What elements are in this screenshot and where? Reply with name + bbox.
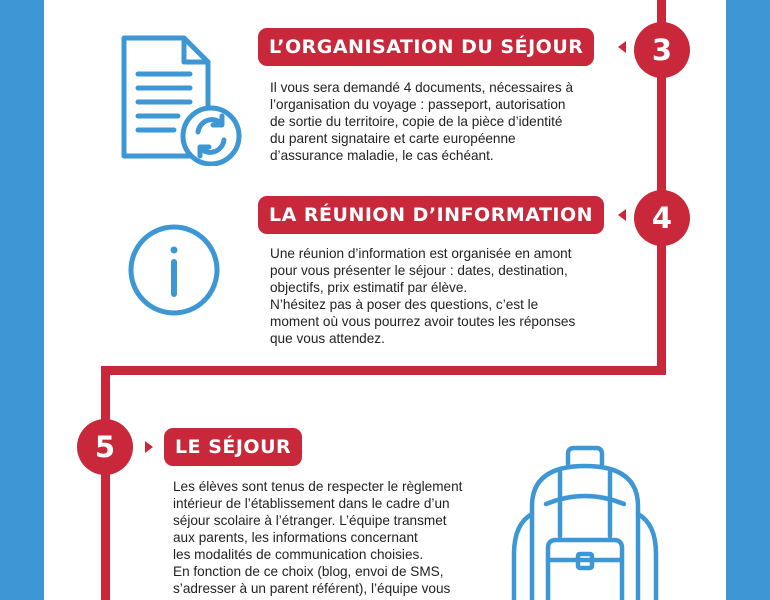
infographic-panel xyxy=(44,0,726,600)
step-5-title: LE SÉJOUR xyxy=(164,428,302,466)
step-3-badge: 3 xyxy=(634,22,690,78)
timeline-line xyxy=(101,366,666,375)
timeline-line xyxy=(101,366,110,600)
step-3-text: Il vous sera demandé 4 documents, nécessaires à l’organisation du voyage : passeport, autorisation de sortie du territoire, copie de la pièce d’identité du parent signataire et carte européenne d’assurance maladie, le cas échéant. xyxy=(270,80,574,163)
step-4-badge: 4 xyxy=(634,190,690,246)
document-refresh-icon xyxy=(118,32,244,171)
step-5-text: Les élèves sont tenus de respecter le règlement intérieur de l’établissement dans le cadre d’un séjour scolaire à l’étranger. L’équipe transmet aux parents, les informations concernant les modalités de communication choisies. En fonction de ce choix (blog, envoi de SMS, s’adresser à un parent référent), l’équipe vous xyxy=(173,479,463,596)
step-4-arrow xyxy=(618,209,626,221)
backpack-icon xyxy=(496,444,674,600)
step-4-text: Une réunion d’information est organisée en amont pour vous présenter le séjour : dates, destination, objectifs, prix estimatif par élève. N’hésitez pas à poser des questions, c’est le moment où vous pourrez avoir toutes les réponses que vous attendez. xyxy=(270,246,576,346)
step-4-title: LA RÉUNION D’INFORMATION xyxy=(258,196,604,234)
step-3-title: L’ORGANISATION DU SÉJOUR xyxy=(258,28,594,66)
info-icon xyxy=(126,222,222,323)
step-5-badge: 5 xyxy=(77,419,133,475)
step-3-arrow xyxy=(618,41,626,53)
step-5-arrow xyxy=(145,441,153,453)
